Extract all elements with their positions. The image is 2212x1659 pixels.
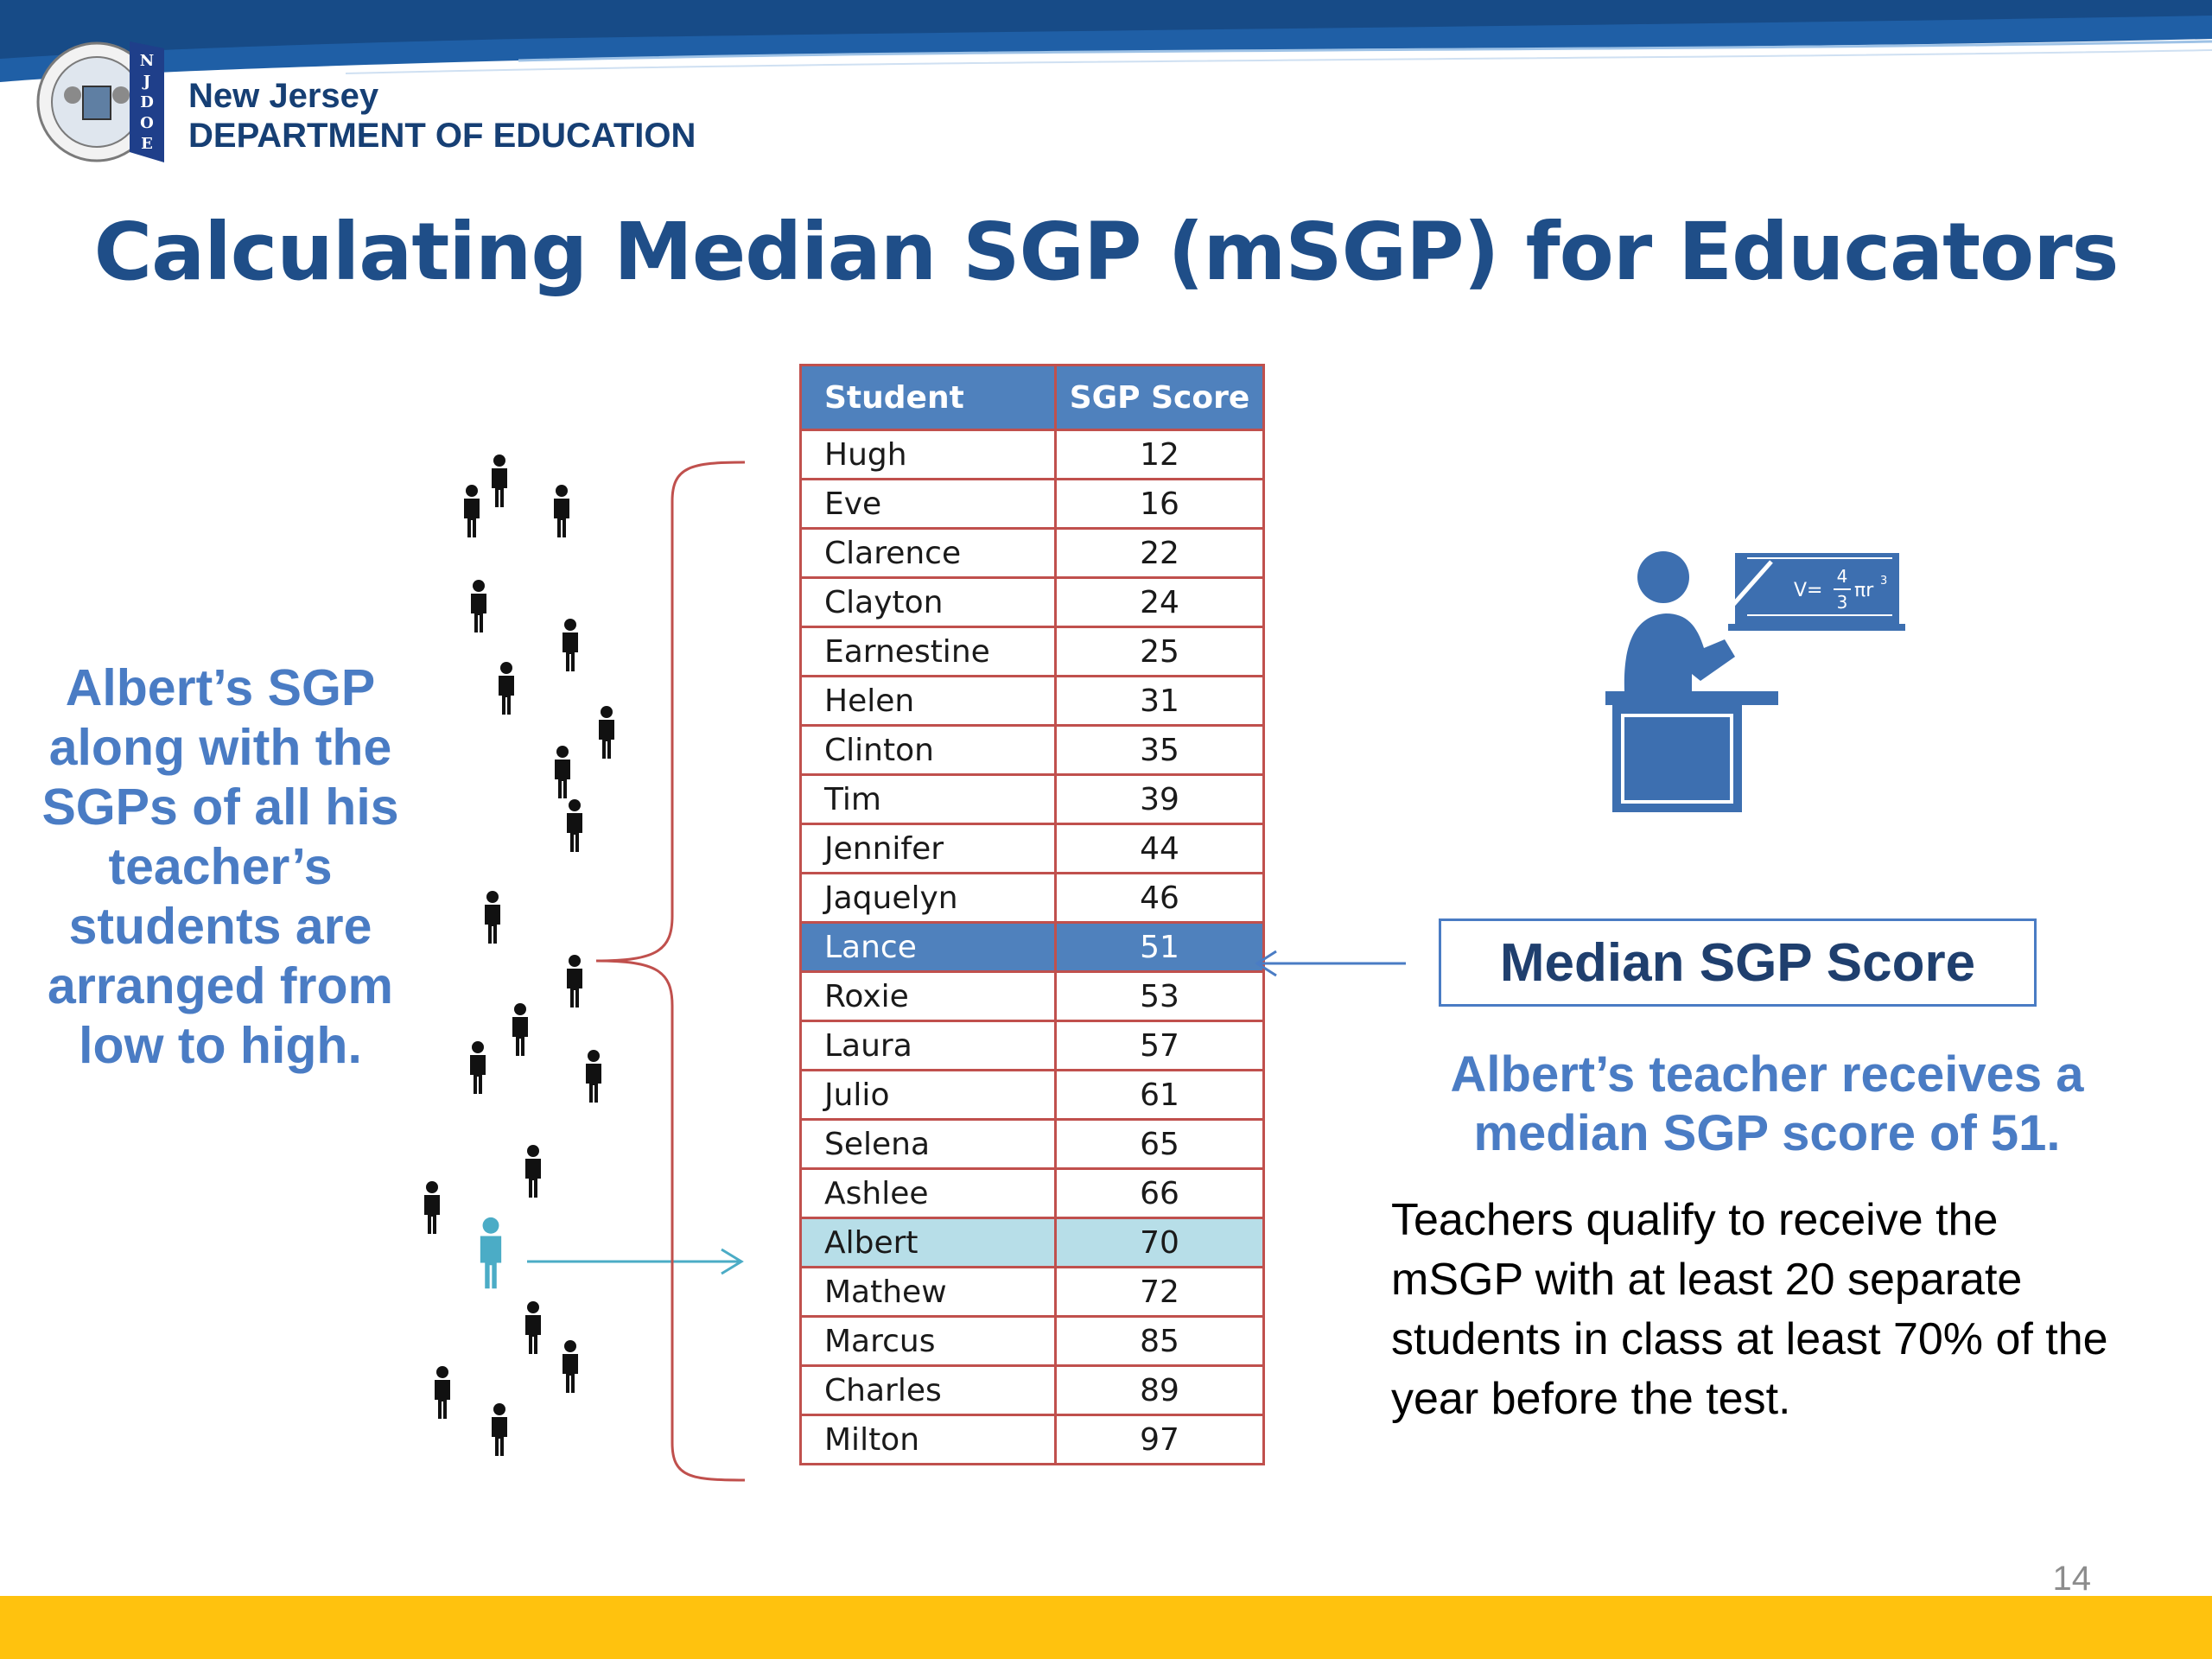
org-name-line2: DEPARTMENT OF EDUCATION: [188, 117, 696, 155]
student-figure-icon: [512, 1003, 528, 1056]
table-row: [801, 1021, 1264, 1071]
formula-denominator: 3: [1836, 592, 1848, 613]
student-name: Hugh: [801, 430, 1056, 480]
student-name: Jaquelyn: [801, 874, 1056, 923]
state-seal-icon: [35, 35, 173, 173]
seal-letter: D: [140, 93, 154, 111]
student-name: Clarence: [801, 529, 1056, 578]
student-figure-icon: [435, 1366, 450, 1419]
formula-rhs: πr: [1854, 580, 1874, 601]
teacher-chalkboard-icon: [1590, 544, 1918, 821]
sgp-score: 70: [1056, 1218, 1264, 1268]
student-name: Helen: [801, 677, 1056, 726]
student-figure-icon: [470, 1041, 486, 1094]
median-sgp-label-text: Median SGP Score: [1499, 932, 1976, 993]
qualification-note: Teachers qualify to receive the mSGP with at least 20 separate students in class at least 70% of the year before the test.: [1391, 1195, 2108, 1424]
albert-figure-icon: [480, 1217, 501, 1288]
sgp-score: 51: [1056, 923, 1264, 972]
student-name: Clinton: [801, 726, 1056, 775]
table-row: [801, 775, 1264, 824]
formula-lhs: V=: [1794, 580, 1823, 601]
sgp-score: 35: [1056, 726, 1264, 775]
org-name: [188, 76, 696, 156]
table-row: [801, 1120, 1264, 1169]
student-figure-icon: [554, 485, 569, 537]
sgp-score: 57: [1056, 1021, 1264, 1071]
median-sgp-label: [1439, 918, 2037, 1007]
student-figure-icon: [424, 1181, 440, 1234]
student-figure-icon: [499, 662, 514, 715]
student-figure-icon: [567, 955, 582, 1007]
seal-letter: J: [143, 73, 151, 91]
header-sgp-score: SGP Score: [1056, 365, 1264, 430]
table-row: [801, 1268, 1264, 1317]
org-name-line1: New Jersey: [188, 77, 379, 115]
left-arrow-icon: [1249, 938, 1421, 989]
student-name: Lance: [801, 923, 1056, 972]
sgp-score: 66: [1056, 1169, 1264, 1218]
table-row: [801, 1366, 1264, 1415]
student-name: Albert: [801, 1218, 1056, 1268]
footer-band: [0, 1596, 2212, 1659]
student-name: Mathew: [801, 1268, 1056, 1317]
median-result-text: Albert’s teacher receives a median SGP score of 51.: [1450, 1046, 2084, 1161]
sgp-score: 16: [1056, 480, 1264, 529]
student-figure-icon: [555, 746, 570, 798]
sgp-score: 89: [1056, 1366, 1264, 1415]
sgp-score: 39: [1056, 775, 1264, 824]
sgp-table: [799, 364, 1265, 1465]
student-figure-icon: [525, 1145, 541, 1198]
student-figure-icon: [567, 799, 582, 852]
sgp-score: 61: [1056, 1071, 1264, 1120]
student-figure-icon: [492, 454, 507, 507]
student-figure-icon: [492, 1403, 507, 1456]
student-figure-icon: [525, 1301, 541, 1354]
slide-title: Calculating Median SGP (mSGP) for Educators: [93, 206, 2119, 298]
sgp-score: 22: [1056, 529, 1264, 578]
table-row: [801, 1415, 1264, 1465]
table-header-row: [801, 365, 1264, 430]
student-name: Tim: [801, 775, 1056, 824]
formula-exponent: 3: [1880, 575, 1888, 588]
table-row: [801, 430, 1264, 480]
albert-row: [801, 1218, 1264, 1268]
left-caption: Albert’s SGP along with the SGPs of all his teacher’s students are arranged from low to high.: [41, 659, 399, 1074]
table-row: [801, 677, 1264, 726]
student-name: Eve: [801, 480, 1056, 529]
student-name: Ashlee: [801, 1169, 1056, 1218]
student-name: Charles: [801, 1366, 1056, 1415]
table-row: [801, 578, 1264, 627]
sgp-score: 85: [1056, 1317, 1264, 1366]
sgp-score: 65: [1056, 1120, 1264, 1169]
student-figure-icon: [485, 891, 500, 944]
student-name: Jennifer: [801, 824, 1056, 874]
table-row: [801, 529, 1264, 578]
student-figure-icon: [471, 580, 486, 632]
table-row: [801, 1317, 1264, 1366]
sgp-score: 12: [1056, 430, 1264, 480]
student-name: Laura: [801, 1021, 1056, 1071]
sgp-score: 24: [1056, 578, 1264, 627]
sgp-score: 97: [1056, 1415, 1264, 1465]
seal-letter: O: [140, 114, 154, 132]
seal-letter: N: [139, 52, 155, 70]
sgp-score: 25: [1056, 627, 1264, 677]
sgp-score: 53: [1056, 972, 1264, 1021]
table-row: [801, 1169, 1264, 1218]
student-name: Marcus: [801, 1317, 1056, 1366]
table-row: [801, 480, 1264, 529]
table-row: [801, 824, 1264, 874]
median-row: [801, 923, 1264, 972]
student-name: Earnestine: [801, 627, 1056, 677]
student-name: Selena: [801, 1120, 1056, 1169]
page-number: 14: [2052, 1560, 2091, 1598]
sgp-score: 44: [1056, 824, 1264, 874]
table-row: [801, 874, 1264, 923]
seal-letter: E: [141, 135, 153, 153]
bracket: [588, 449, 760, 1495]
table-row: [801, 726, 1264, 775]
table-row: [801, 1071, 1264, 1120]
header-student: Student: [801, 365, 1056, 430]
student-figure-icon: [563, 1340, 578, 1393]
table-row: [801, 627, 1264, 677]
formula-numerator: 4: [1836, 566, 1848, 587]
sgp-score: 31: [1056, 677, 1264, 726]
student-name: Milton: [801, 1415, 1056, 1465]
student-figure-icon: [464, 485, 480, 537]
student-figure-icon: [563, 619, 578, 671]
student-name: Julio: [801, 1071, 1056, 1120]
student-name: Roxie: [801, 972, 1056, 1021]
sgp-score: 72: [1056, 1268, 1264, 1317]
table-row: [801, 972, 1264, 1021]
sgp-score: 46: [1056, 874, 1264, 923]
student-name: Clayton: [801, 578, 1056, 627]
